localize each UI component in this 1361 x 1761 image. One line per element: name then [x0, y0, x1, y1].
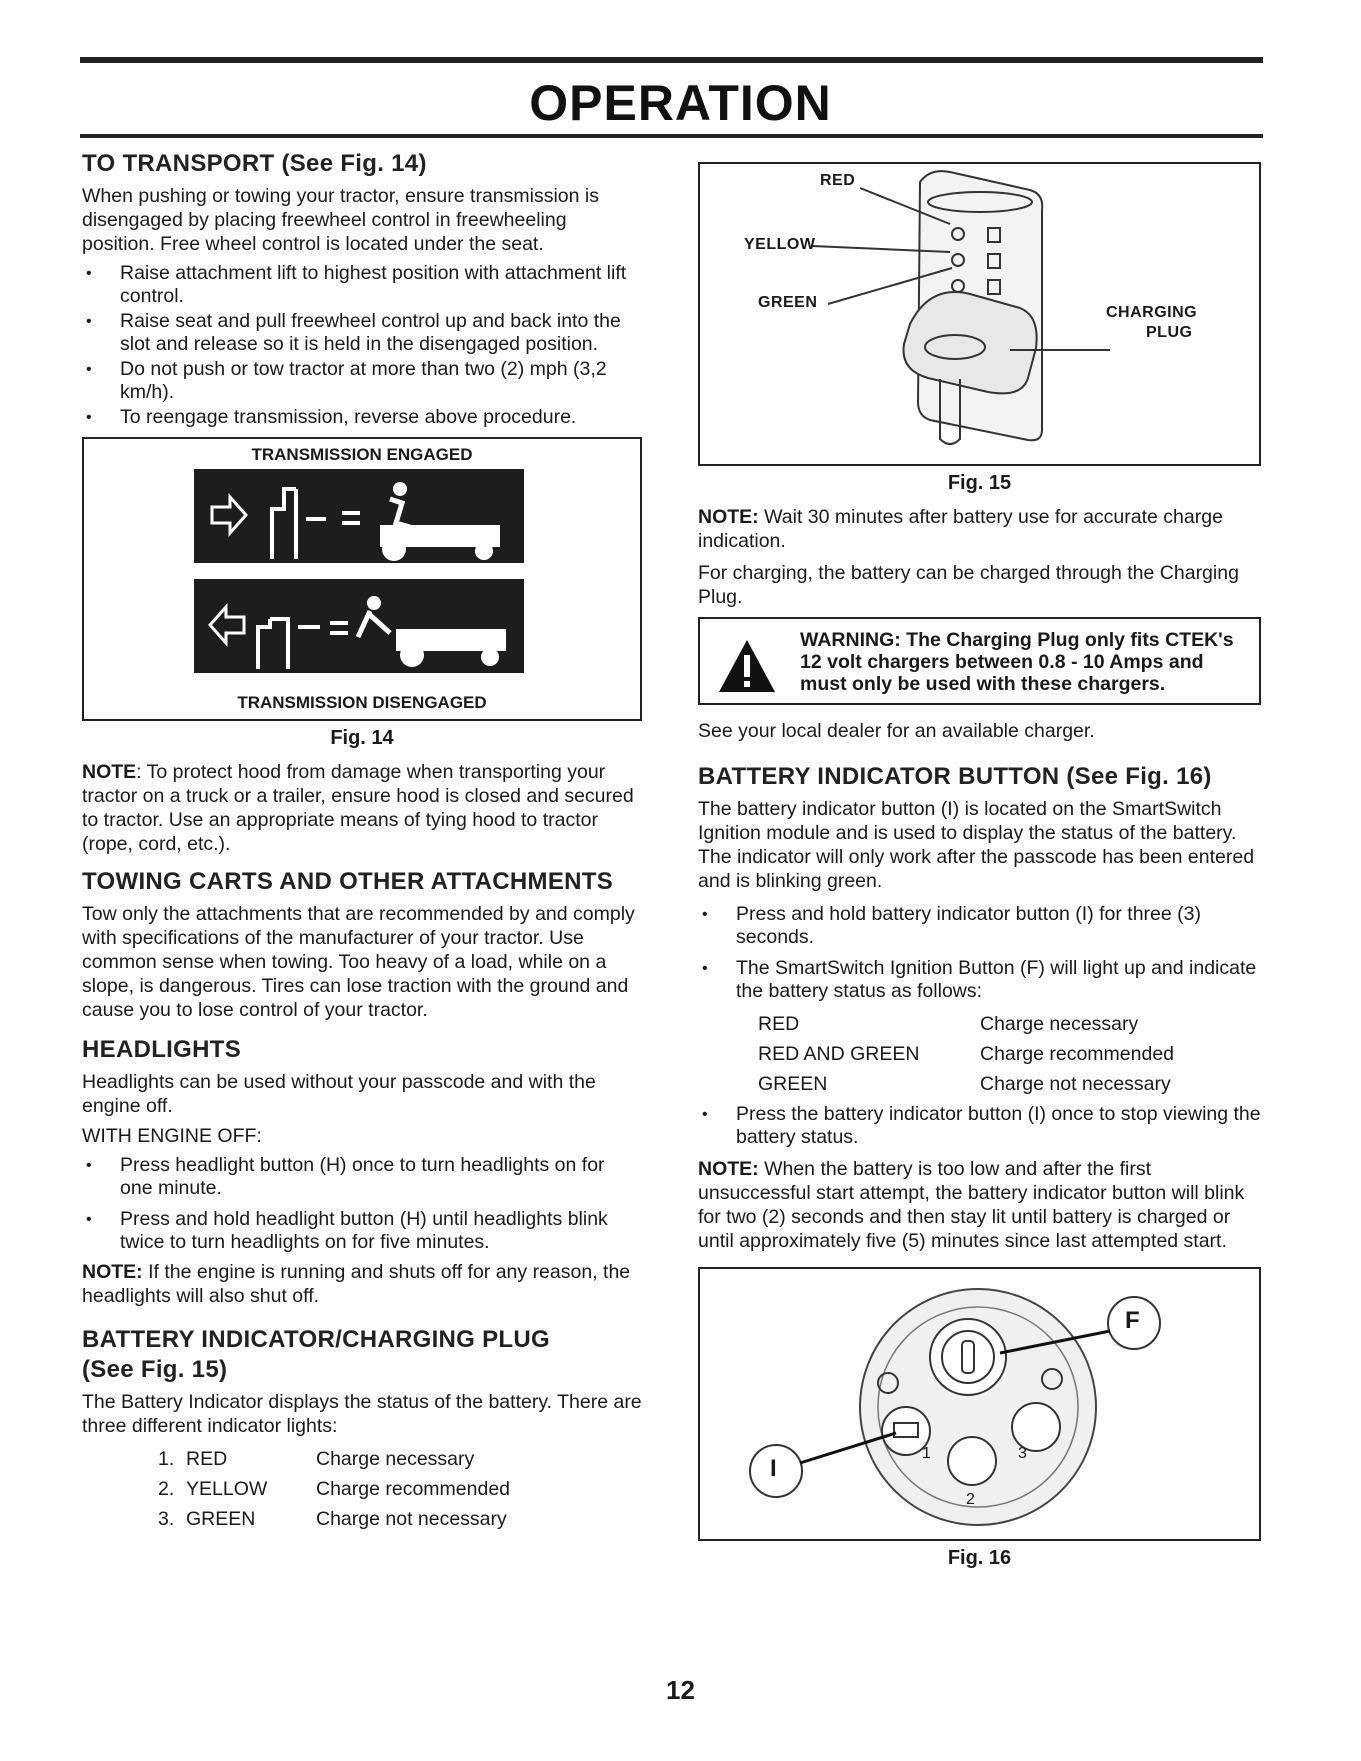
- table-row: [158, 1504, 510, 1534]
- indicator-lights-table: [158, 1444, 510, 1534]
- tractor-disengaged-icon: [194, 579, 524, 673]
- figure-14: [82, 437, 642, 721]
- indicator-bullets-2: [698, 1103, 1261, 1149]
- fig15-label-plug: PLUG: [1146, 324, 1193, 341]
- list-item: • Do not push or tow tractor at more than two (2) mph (3,2 km/h).: [82, 358, 642, 404]
- table-row: [758, 1039, 1174, 1069]
- table-row: [158, 1474, 510, 1504]
- charging-text: The Battery Indicator displays the status of the battery. There are three different indicator lights:: [82, 1391, 642, 1437]
- light-num: 3.: [158, 1508, 175, 1530]
- transport-bullets: [82, 262, 642, 429]
- fig16-label-f: F: [1125, 1307, 1140, 1334]
- charging-plug-text: For charging, the battery can be charged through the Charging Plug.: [698, 562, 1239, 608]
- list-item: • Press and hold headlight button (H) until headlights blink twice to turn headlights on for five minutes.: [82, 1208, 642, 1254]
- table-row: [758, 1069, 1174, 1099]
- tractor-engaged-icon: [194, 469, 524, 563]
- figure-16: [698, 1267, 1261, 1541]
- status-color: GREEN: [758, 1073, 828, 1095]
- list-item: • Press and hold battery indicator button (I) for three (3) seconds.: [698, 903, 1261, 949]
- table-row: [758, 1009, 1174, 1039]
- fig14-caption: Fig. 14: [330, 727, 394, 749]
- fig14-label-disengaged: TRANSMISSION DISENGAGED: [237, 693, 487, 712]
- status-desc: Charge recommended: [980, 1043, 1175, 1065]
- list-item: • Press headlight button (H) once to turn headlights on for one minute.: [82, 1154, 642, 1200]
- light-num: 2.: [158, 1478, 175, 1500]
- header-rule-bottom: [80, 134, 1263, 138]
- light-color: RED: [186, 1448, 228, 1470]
- indicator-status-table: [758, 1009, 1174, 1099]
- headlights-text: Headlights can be used without your passcode and with the engine off.: [82, 1071, 596, 1117]
- fig14-panel-disengaged: [194, 579, 524, 673]
- headlights-heading: HEADLIGHTS: [82, 1036, 241, 1063]
- light-color: YELLOW: [186, 1478, 268, 1500]
- light-desc: Charge not necessary: [316, 1508, 507, 1530]
- fig14-label-engaged: TRANSMISSION ENGAGED: [251, 445, 473, 464]
- headlights-note: [82, 1260, 642, 1308]
- fig15-label-yellow: YELLOW: [744, 236, 816, 253]
- charging-heading-line1: BATTERY INDICATOR/CHARGING PLUG: [82, 1326, 550, 1353]
- fig16-caption: Fig. 16: [947, 1547, 1012, 1569]
- fig16-label-i: I: [770, 1455, 777, 1482]
- dealer-text: See your local dealer for an available charger.: [698, 720, 1095, 742]
- status-desc: Charge necessary: [980, 1013, 1139, 1035]
- indicator-text: The battery indicator button (I) is located on the SmartSwitch Ignition module and is used to display the status of the battery. The indicator will only work after the passcode has been entered and is blinking green.: [698, 798, 1255, 892]
- towing-text: Tow only the attachments that are recommended by and comply with specifications of the manufacturer of your tractor. Use common sense when towing. Too heavy of a load, while on a slope, is dangerous. Tires can lose traction with the ground and cause you to lose control of your tractor.: [82, 903, 635, 1021]
- note-text: : To protect hood from damage when transporting your tractor on a truck or a trailer, ensure hood is closed and secured to tractor. Use an appropriate means of tying hood to tractor (rope, cord, etc.).: [82, 761, 634, 855]
- note-label: NOTE:: [698, 1158, 759, 1180]
- fig15-label-green: GREEN: [758, 294, 818, 311]
- fig16-label-2: 2: [966, 1491, 975, 1508]
- fig16-label-3: 3: [1018, 1445, 1027, 1462]
- light-desc: Charge recommended: [316, 1478, 511, 1500]
- indicator-note: [698, 1157, 1261, 1253]
- fig15-label-charging: CHARGING: [1106, 304, 1198, 321]
- note-label: NOTE: [82, 761, 137, 783]
- list-item: • Press the battery indicator button (I) once to stop viewing the battery status.: [698, 1103, 1261, 1149]
- note-text: Wait 30 minutes after battery use for accurate charge indication.: [698, 506, 1223, 552]
- fig15-caption: Fig. 15: [947, 472, 1012, 494]
- light-color: GREEN: [186, 1508, 256, 1530]
- status-desc: Charge not necessary: [980, 1073, 1171, 1095]
- light-num: 1.: [158, 1448, 175, 1470]
- smartswitch-diagram: [700, 1269, 1259, 1535]
- list-item: • To reengage transmission, reverse above procedure.: [82, 406, 642, 429]
- warning-icon: [716, 637, 778, 695]
- fig15-note: [698, 505, 1261, 553]
- warning-text: WARNING: The Charging Plug only fits CTEK's 12 volt chargers between 0.8 - 10 Amps and must only be used with these chargers.: [800, 629, 1234, 695]
- left-column: [82, 150, 642, 1538]
- status-color: RED: [758, 1013, 800, 1035]
- transport-heading: TO TRANSPORT (See Fig. 14): [82, 150, 427, 177]
- indicator-bullets: [698, 903, 1261, 1003]
- headlights-subhead: WITH ENGINE OFF:: [82, 1125, 262, 1147]
- page-number: 12: [666, 1675, 695, 1705]
- indicator-heading: BATTERY INDICATOR BUTTON (See Fig. 16): [698, 763, 1212, 790]
- fig16-label-1: 1: [922, 1445, 931, 1462]
- towing-heading: TOWING CARTS AND OTHER ATTACHMENTS: [82, 868, 614, 895]
- transport-intro: When pushing or towing your tractor, ensure transmission is disengaged by placing freewheel control in freewheeling position. Free wheel control is located under the seat.: [82, 185, 599, 255]
- figure-15: [698, 162, 1261, 466]
- light-desc: Charge necessary: [316, 1448, 475, 1470]
- list-item: • The SmartSwitch Ignition Button (F) will light up and indicate the battery status as follows:: [698, 957, 1261, 1003]
- note-label: NOTE:: [82, 1261, 143, 1283]
- list-item: • Raise attachment lift to highest position with attachment lift control.: [82, 262, 642, 308]
- note-text: When the battery is too low and after the first unsuccessful start attempt, the battery indicator button will blink for two (2) seconds and then stay lit until battery is charged or until approximately five (5) minutes since last attempted start.: [698, 1158, 1245, 1252]
- header-rule-top: [80, 57, 1263, 63]
- charging-heading-line2: (See Fig. 15): [82, 1356, 228, 1383]
- table-row: [158, 1444, 510, 1474]
- status-color: RED AND GREEN: [758, 1043, 920, 1065]
- transport-note: [82, 760, 642, 856]
- note-text: If the engine is running and shuts off for any reason, the headlights will also shut off.: [82, 1261, 631, 1307]
- fig15-label-red: RED: [820, 172, 856, 189]
- fig14-panel-engaged: [194, 469, 524, 563]
- list-item: • Raise seat and pull freewheel control up and back into the slot and release so it is held in the disengaged position.: [82, 310, 642, 356]
- note-label: NOTE:: [698, 506, 759, 528]
- page-title: OPERATION: [529, 75, 832, 131]
- headlights-bullets: [82, 1154, 642, 1254]
- right-column: [698, 162, 1261, 1580]
- warning-box: [698, 617, 1261, 705]
